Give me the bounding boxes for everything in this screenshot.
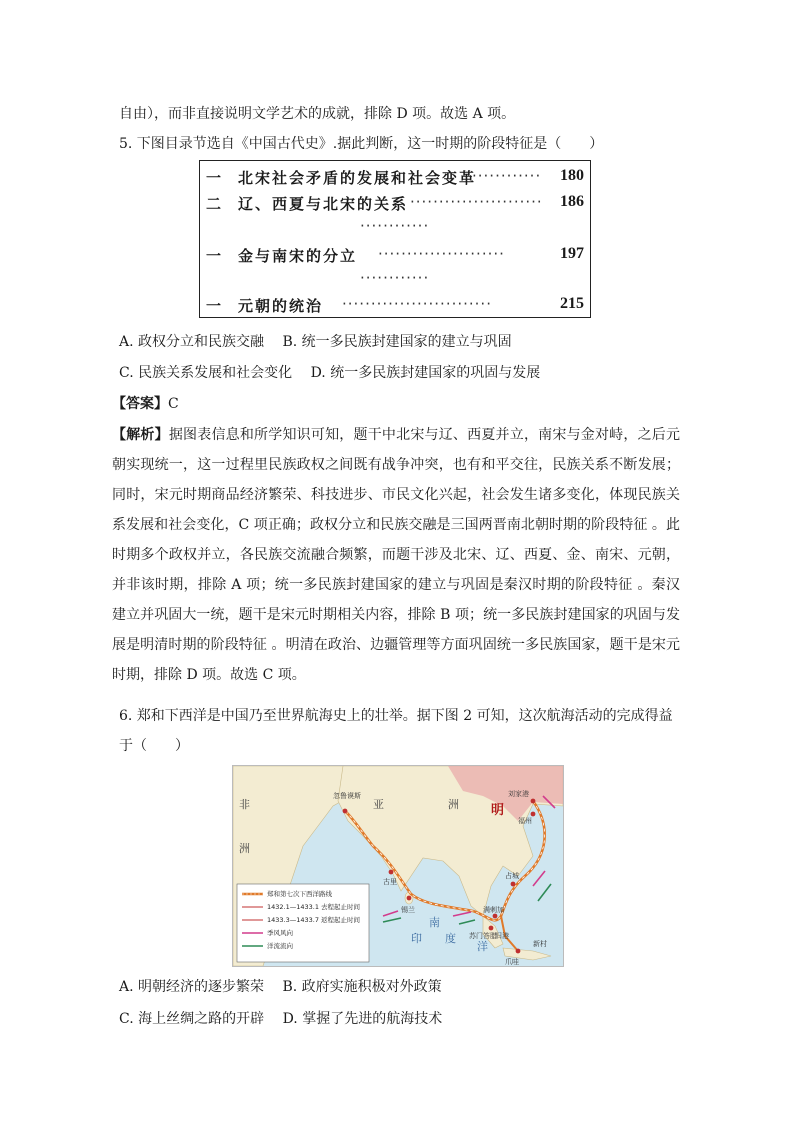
q5-options-cd: C. 民族关系发展和社会变化 D. 统一多民族封建国家的巩固与发展 (119, 365, 541, 381)
toc-title: 北宋社会矛盾的发展和社会变革 (238, 169, 477, 187)
legend-return: 1433.3—1433.7 返程起止时间 (267, 916, 361, 924)
voyage-map (232, 765, 564, 967)
label-xilan: 锡兰 (401, 906, 415, 914)
toc-number: 一 (206, 247, 222, 265)
label-asia-1: 亚 (373, 798, 384, 811)
label-hormuz: 忽鲁谟斯 (333, 792, 361, 800)
legend-monsoon: 季风风向 (267, 929, 293, 937)
label-africa-1: 非 (239, 798, 250, 811)
label-asia-2: 洲 (448, 798, 459, 811)
q5-options-ab: A. 政权分立和民族交融 B. 统一多民族封建国家的建立与巩固 (119, 334, 512, 350)
intro-line: 自由），而非直接说明文学艺术的成就，排除 D 项。故选 A 项。 (119, 106, 516, 122)
label-zhuawa: 爪哇 (505, 958, 519, 966)
q5-analysis (112, 420, 680, 690)
map-legend (237, 884, 369, 962)
label-manlajia: 满剌加 (483, 906, 504, 914)
label-indian-ocean-2: 度 (445, 932, 456, 945)
toc-dots: ············ (472, 167, 542, 185)
label-sumendala: 苏门答腊 (469, 932, 497, 940)
toc-number: 一 (206, 297, 222, 315)
q6-options-cd: C. 海上丝绸之路的开辟 D. 掌握了先进的航海技术 (119, 1011, 443, 1027)
answer-value: C (168, 396, 179, 412)
toc-title: 金与南宋的分立 (238, 247, 358, 265)
analysis-text: 据图表信息和所学知识可知，题干中北宋与辽、西夏并立，南宋与金对峙，之后元朝实现统一，这一过程里民族政权之间既有战争冲突，也有和平交往，民族关系不断发展；同时，宋元时期商品经济繁荣、科技进步、市民文化兴起，社会发生诸多变化，体现民族关系发展和社会变化，C 项正确；政权分立和民族交融是三国两晋南北朝时期的阶段特征 。此时期多个政权并立，各民族交流融合频繁，而题干涉及北宋、辽、西夏、金、南宋、元朝，并非该时期，排除 A 项；统一多民族封建国家的建立与巩固是秦汉时期的阶段特征 。秦汉建立并巩固大一统，题干是宋元时期相关内容，排除 B 项；统一多民族封建国家的巩固与发展是明清时期的阶段特征 。明清在政治、边疆管理等方面巩固统一多民族国家，题干是宋元时期，排除 D 项。故选 C 项。 (112, 427, 681, 683)
toc-page: 186 (560, 193, 584, 210)
answer-label: 【答案】 (112, 396, 168, 412)
q5-answer (112, 394, 179, 414)
toc-number: 一 (206, 169, 222, 187)
label-indian-ocean-3: 洋 (477, 940, 488, 953)
map-canvas (233, 766, 563, 966)
toc-dots: ······················ (378, 245, 505, 263)
label-jiugang: 旧港 (495, 932, 509, 940)
toc-row (200, 245, 590, 269)
toc-row (200, 167, 590, 191)
toc-number: 二 (206, 195, 222, 213)
toc-dots: ·························· (342, 295, 492, 313)
toc-row (200, 193, 590, 217)
label-indian-ocean-1: 印 (411, 932, 422, 945)
label-guli: 古里 (383, 878, 397, 886)
q6-options-ab: A. 明朝经济的逐步繁荣 B. 政府实施积极对外政策 (119, 979, 442, 995)
q6-stem-line2: 于（ ） (119, 738, 189, 754)
legend-outbound: 1432.1—1433.1 去程起止时间 (267, 903, 361, 911)
toc-row (200, 295, 590, 319)
toc-ellipsis: ············ (360, 269, 430, 287)
legend-route: 郑和第七次下西洋路线 (267, 890, 332, 898)
contents-table (199, 160, 591, 318)
toc-page: 197 (560, 245, 584, 262)
label-fuzhou: 福州 (518, 817, 532, 825)
label-liujiagang: 刘家港 (508, 790, 529, 798)
q6-stem-line1: 6. 郑和下西洋是中国乃至世界航海史上的壮举。据下图 2 可知，这次航海活动的完成得益 (119, 708, 673, 724)
toc-title: 元朝的统治 (238, 297, 324, 315)
toc-page: 215 (560, 295, 584, 312)
toc-page: 180 (560, 167, 584, 184)
toc-title: 辽、西夏与北宋的关系 (238, 195, 409, 213)
label-xincun: 新村 (533, 940, 547, 948)
label-zhancheng: 占城 (505, 872, 519, 880)
toc-dots: ······················· (410, 193, 543, 211)
toc-ellipsis: ············ (360, 217, 430, 235)
label-ming: 明 (491, 803, 505, 818)
label-south-sea: 南 (429, 916, 440, 929)
q5-stem: 5. 下图目录节选自《中国古代史》.据此判断，这一时期的阶段特征是（ ） (119, 136, 604, 152)
label-africa-2: 洲 (239, 842, 250, 855)
analysis-label: 【解析】 (112, 427, 169, 443)
legend-current: 洋流流向 (267, 942, 293, 950)
